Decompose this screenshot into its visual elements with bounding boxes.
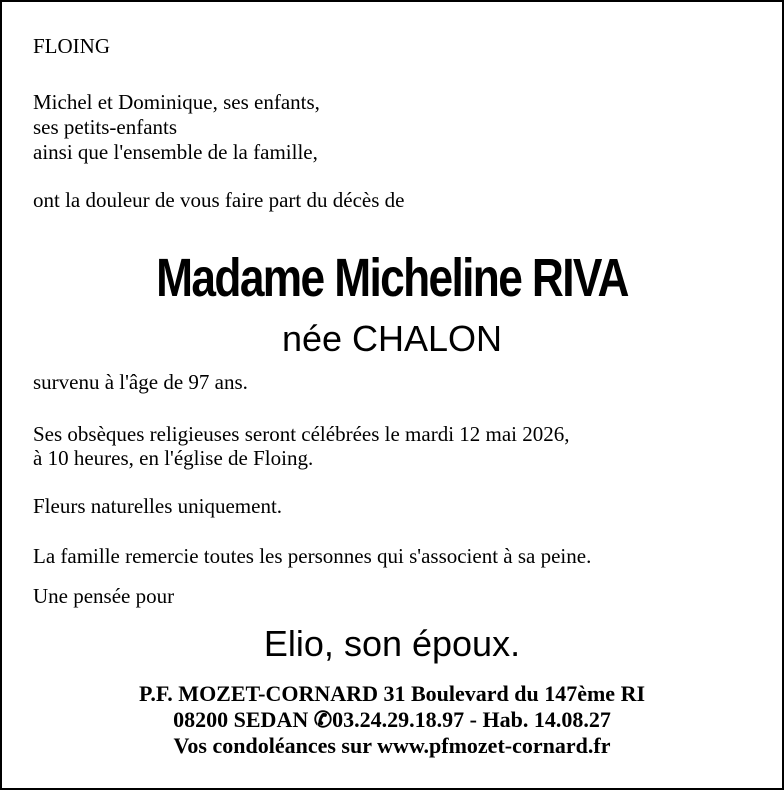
announcement-text: ont la douleur de vous faire part du décès de [33,188,405,212]
flowers-line: Fleurs naturelles uniquement. [33,494,283,518]
funeral-line-2: à 10 heures, en l'église de Floing. [33,446,314,470]
spouse-name: Elio, son époux. [263,623,521,664]
funeral-home-contact [2,707,782,733]
family-line-2: ses petits-enfants [33,115,178,139]
funeral-home-address: P.F. MOZET-CORNARD 31 Boulevard du 147ème RI [138,681,646,706]
family-line-3: ainsi que l'ensemble de la famille, [33,140,318,164]
family-line-1: Michel et Dominique, ses enfants, [33,90,320,114]
condolences-line: Vos condoléances sur www.pfmozet-cornard.fr [173,733,611,758]
city-label: 08200 SEDAN [173,707,314,732]
funeral-line-1: Ses obsèques religieuses seront célébrées le mardi 12 mai 2026, [33,422,570,446]
thought-intro: Une pensée pour [33,584,175,608]
thanks-line: La famille remercie toutes les personnes qui s'associent à sa peine. [33,544,592,568]
phone-numbers: 03.24.29.18.97 - Hab. 14.08.27 [332,707,611,732]
phone-icon: ✆ [313,707,333,732]
town-label: FLOING [33,34,110,58]
age-line: survenu à l'âge de 97 ans. [33,370,248,394]
maiden-name: née CHALON [281,318,503,359]
deceased-name: Madame Micheline RIVA [156,248,628,308]
